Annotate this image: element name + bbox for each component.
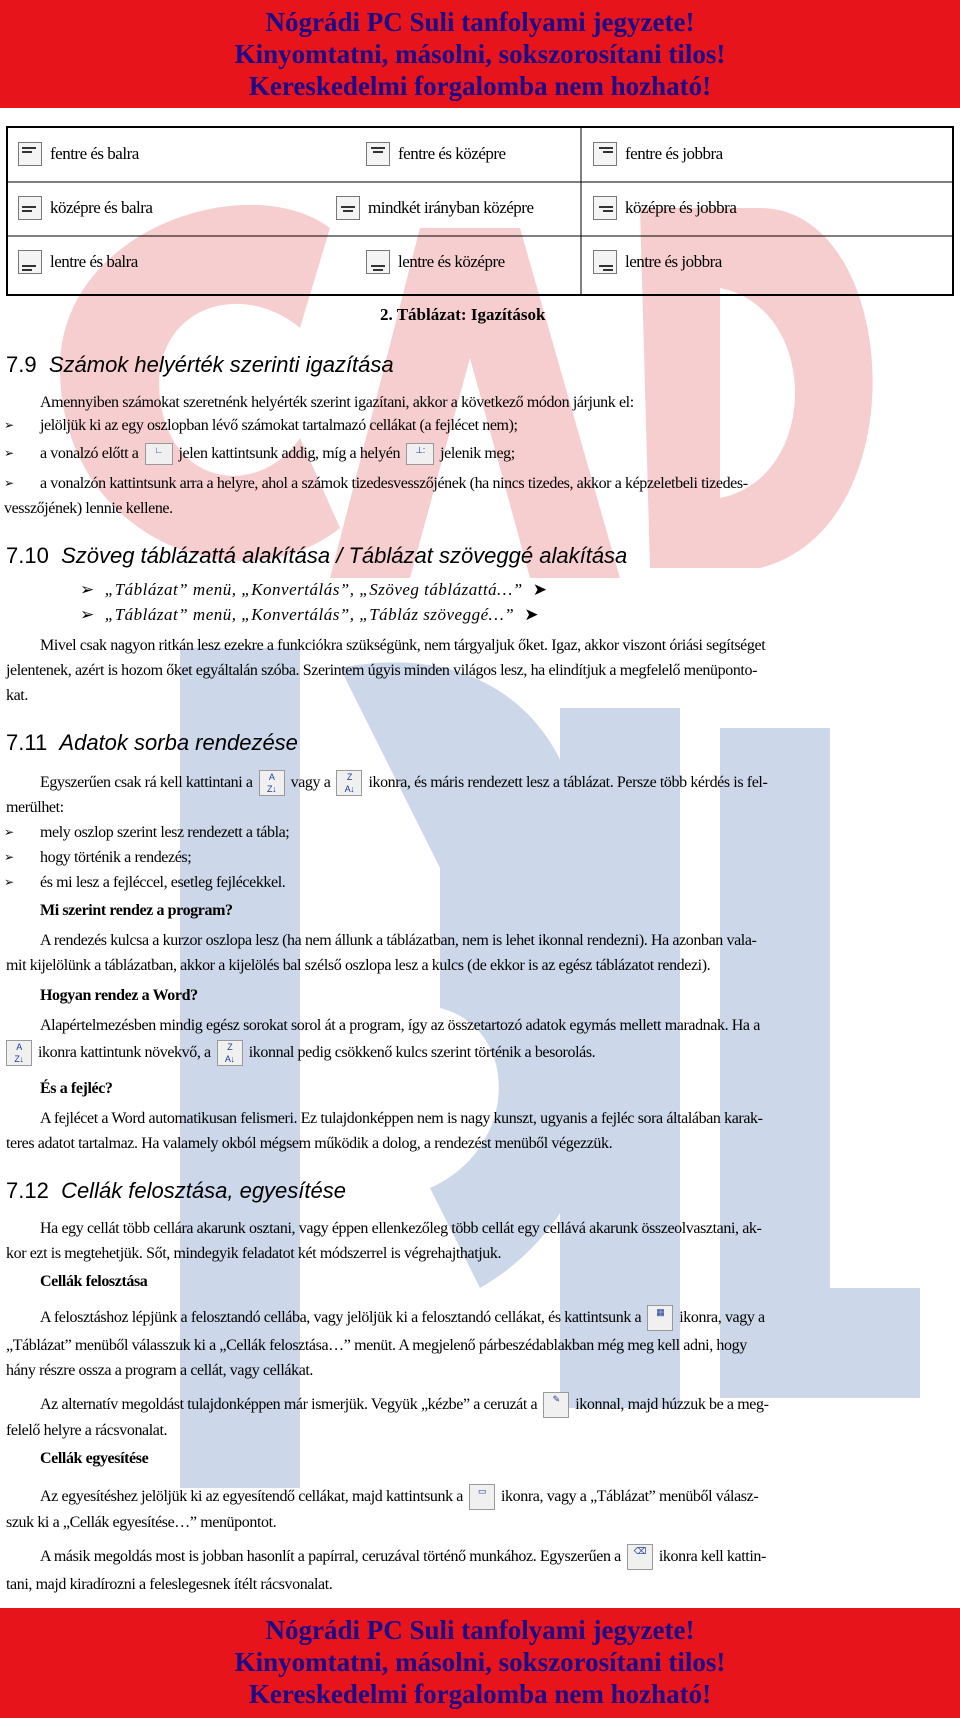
align-bottom-right-icon xyxy=(593,250,617,274)
list-item: ➢ mely oszlop szerint lesz rendezett a tábla; xyxy=(40,820,289,845)
text: ikonra, és máris rendezett lesz a táblázat. Persze több kérdés is fel- xyxy=(368,774,768,791)
text: Az egyesítéshez jelöljük ki az egyesítendő cellákat, majd kattintsunk a xyxy=(40,1488,464,1505)
section-heading-7-11 xyxy=(6,730,298,756)
subheading: És a fejléc? xyxy=(40,1080,113,1097)
list-item: ➢ és mi lesz a fejléccel, esetleg fejlécekkel. xyxy=(40,870,285,895)
paragraph: mit kijelölünk a táblázatban, akkor a kijelölés bal szélső oszlopa lesz a kulcs (de ekkor is az egész táblázatot rendezi). xyxy=(6,957,711,974)
paragraph: kor ezt is megtehetjük. Sőt, mindegyik feladatot két módszerrel is végrehajthatjuk. xyxy=(6,1245,502,1262)
paragraph: szuk ki a „Cellák egyesítése…” menüpontot. xyxy=(6,1514,277,1531)
paragraph xyxy=(6,1040,595,1066)
text: a vonalzó előtt a xyxy=(40,445,139,462)
heading-title: Számok helyérték szerinti igazítása xyxy=(48,352,394,377)
subheading: Hogyan rendez a Word? xyxy=(40,987,198,1004)
arrow-left-icon: ➤ xyxy=(532,580,548,599)
cell-label: középre és jobbra xyxy=(625,198,737,217)
heading-number: 7.10 xyxy=(6,543,49,568)
arrow-left-icon: ➤ xyxy=(524,605,539,624)
section-heading-7-10 xyxy=(6,543,627,569)
paragraph: felelő helyre a rácsvonalat. xyxy=(6,1422,168,1439)
list-item xyxy=(4,471,955,521)
heading-title: Cellák felosztása, egyesítése xyxy=(61,1178,346,1203)
table-cell-top-left xyxy=(18,142,139,166)
text: ikonra, vagy a „Táblázat” menüből válasz- xyxy=(501,1488,759,1505)
text: ikonnal, majd húzzuk be a meg- xyxy=(575,1396,769,1413)
paragraph: jelentenek, azért is hozom őket egyáltalán szóba. Szerintem úgyis minden világos lesz, ha elindítjuk a megfelelő menüponto- xyxy=(6,662,758,679)
subheading: Cellák felosztása xyxy=(40,1273,148,1290)
sort-ascending-icon: A Z↓ xyxy=(259,770,285,796)
paragraph: teres adatot tartalmaz. Ha valamely okból mégsem működik a dolog, a rendezést menüből végezzük. xyxy=(6,1135,613,1152)
paragraph: Ha egy cellát több cellára akarunk osztani, vagy éppen ellenkezőleg több cellát egy cellává akarunk összeolvasztani, ak- xyxy=(40,1220,762,1237)
eraser-icon: ⌫ xyxy=(627,1544,653,1570)
align-top-left-icon xyxy=(18,142,42,166)
menu-path-item xyxy=(80,578,548,602)
subheading: Cellák egyesítése xyxy=(40,1450,149,1467)
paragraph: „Táblázat” menüből válasszuk ki a „Cellák felosztása…” menüt. A megjelenő párbeszédablakban még meg kell adni, hogy xyxy=(6,1337,747,1354)
paragraph: tani, majd kiradírozni a feleslegesnek ítélt rácsvonalat. xyxy=(6,1576,333,1593)
paragraph: merülhet: xyxy=(6,799,64,816)
alignment-table xyxy=(6,126,954,296)
text: A másik megoldás most is jobban hasonlít a papírral, ceruzával történő munkához. Egyszerűen a xyxy=(40,1548,621,1565)
menu-path-item xyxy=(80,603,539,627)
paragraph: A rendezés kulcsa a kurzor oszlopa lesz (ha nem állunk a táblázatban, nem is lehet ikonnal rendezni). Ha azonban vala- xyxy=(40,932,757,949)
paragraph xyxy=(40,1484,758,1510)
banner-line-3: Kereskedelmi forgalomba nem hozható! xyxy=(248,1679,712,1709)
align-top-center-icon xyxy=(366,142,390,166)
banner-line-3: Kereskedelmi forgalomba nem hozható! xyxy=(248,71,712,101)
text: A felosztáshoz lépjünk a felosztandó cellába, vagy jelöljük ki a felosztandó cellákat, és kattintsunk a xyxy=(40,1309,642,1326)
cell-label: fentre és balra xyxy=(50,144,139,163)
table-cell-bottom-right xyxy=(593,250,722,274)
merge-cells-icon: ▭ xyxy=(469,1484,495,1510)
table-cell-middle-center xyxy=(336,196,534,220)
text: vagy a xyxy=(290,774,331,791)
cell-label: középre és balra xyxy=(50,198,153,217)
text: jelen kattintsunk addig, míg a helyén xyxy=(178,445,401,462)
banner-line-2: Kinyomtatni, másolni, sokszorosítani tilos! xyxy=(234,1647,726,1677)
banner-line-1: Nógrádi PC Suli tanfolyami jegyzete! xyxy=(265,7,695,37)
sort-descending-icon: Z A↓ xyxy=(336,770,362,796)
table-caption: 2. Táblázat: Igazítások xyxy=(380,305,546,324)
paragraph: Amennyiben számokat szeretnénk helyérték szerint igazítani, akkor a következő módon járjunk el: xyxy=(40,394,634,411)
pencil-icon: ✎ xyxy=(543,1392,569,1418)
list-item: ➢ jelöljük ki az egy oszlopban lévő számokat tartalmazó cellákat (a fejlécet nem); xyxy=(40,413,518,438)
paragraph xyxy=(40,1305,765,1331)
align-middle-left-icon xyxy=(18,196,42,220)
align-bottom-center-icon xyxy=(366,250,390,274)
banner-line-1: Nógrádi PC Suli tanfolyami jegyzete! xyxy=(265,1615,695,1645)
table-cell-top-right xyxy=(593,142,723,166)
split-cells-icon: ▦ xyxy=(647,1305,673,1331)
cell-label: lentre és balra xyxy=(50,252,138,271)
text: jelenik meg; xyxy=(440,445,515,462)
decimal-tab-icon: ⊥: xyxy=(406,443,434,465)
table-cell-middle-right xyxy=(593,196,736,220)
text: ikonra kattintunk növekvő, a xyxy=(38,1044,211,1061)
text: ikonnal pedig csökkenő kulcs szerint történik a besorolás. xyxy=(248,1044,596,1061)
paragraph: Mivel csak nagyon ritkán lesz ezekre a funkciókra szükségünk, nem tárgyaljuk őket. Igaz, akkor viszont óriási segítséget xyxy=(40,637,766,654)
paragraph: hány részre ossza a program a cellát, vagy cellákat. xyxy=(6,1362,314,1379)
text: vesszőjének) lennie kellene. xyxy=(4,500,173,517)
align-top-right-icon xyxy=(593,142,617,166)
arrow-right-icon: ➢ xyxy=(80,580,95,599)
heading-title: Adatok sorba rendezése xyxy=(59,730,298,755)
cell-label: fentre és jobbra xyxy=(625,144,723,163)
text: ikonra, vagy a xyxy=(679,1309,765,1326)
paragraph xyxy=(40,1392,769,1418)
subheading: Mi szerint rendez a program? xyxy=(40,902,233,919)
sort-ascending-icon: A Z↓ xyxy=(6,1040,32,1066)
text: „Táblázat” menü, „Konvertálás”, „Szöveg táblázattá…” xyxy=(104,580,523,599)
heading-number: 7.11 xyxy=(6,730,48,755)
banner-line-2: Kinyomtatni, másolni, sokszorosítani tilos! xyxy=(234,39,726,69)
heading-title: Szöveg táblázattá alakítása / Táblázat szöveggé alakítása xyxy=(61,543,628,568)
paragraph: Alapértelmezésben mindig egész sorokat sorol át a program, így az összetartozó adatok egymás mellett maradnak. Ha a xyxy=(40,1017,760,1034)
paragraph xyxy=(40,770,767,796)
table-cell-top-center xyxy=(366,142,506,166)
heading-number: 7.9 xyxy=(6,352,37,377)
heading-number: 7.12 xyxy=(6,1178,49,1203)
list-item xyxy=(40,441,515,466)
table-cell-bottom-center xyxy=(366,250,505,274)
sort-descending-icon: Z A↓ xyxy=(217,1040,243,1066)
footer-banner xyxy=(0,1608,960,1718)
cell-label: lentre és középre xyxy=(398,252,505,271)
paragraph: A fejlécet a Word automatikusan felismeri. Ez tulajdonképpen nem is nagy kunszt, ugyanis a fejléc sora általában karak- xyxy=(40,1110,763,1127)
text: Egyszerűen csak rá kell kattintani a xyxy=(40,774,253,791)
text: ➢ a vonalzón kattintsunk arra a helyre, ahol a számok tizedesvesszőjének (ha nincs tizedes, akkor a képzeletbeli tizedes- xyxy=(40,475,748,492)
text: Az alternatív megoldást tulajdonképpen már ismerjük. Vegyük „kézbe” a ceruzát a xyxy=(40,1396,538,1413)
left-tab-icon: ∟ xyxy=(145,443,173,465)
list-item: ➢ hogy történik a rendezés; xyxy=(40,845,191,870)
align-bottom-left-icon xyxy=(18,250,42,274)
table-cell-bottom-left xyxy=(18,250,138,274)
cell-label: mindkét irányban középre xyxy=(368,198,534,217)
table-cell-middle-left xyxy=(18,196,152,220)
text: ikonra kell kattin- xyxy=(658,1548,766,1565)
paragraph: kat. xyxy=(6,687,28,704)
align-middle-center-icon xyxy=(336,196,360,220)
paragraph xyxy=(40,1544,766,1570)
cell-label: lentre és jobbra xyxy=(625,252,722,271)
arrow-right-icon: ➢ xyxy=(80,605,95,624)
section-heading-7-9 xyxy=(6,352,394,378)
align-middle-right-icon xyxy=(593,196,617,220)
section-heading-7-12 xyxy=(6,1178,346,1204)
cell-label: fentre és középre xyxy=(398,144,506,163)
text: „Táblázat” menü, „Konvertálás”, „Tábláz szöveggé…” xyxy=(104,605,515,624)
